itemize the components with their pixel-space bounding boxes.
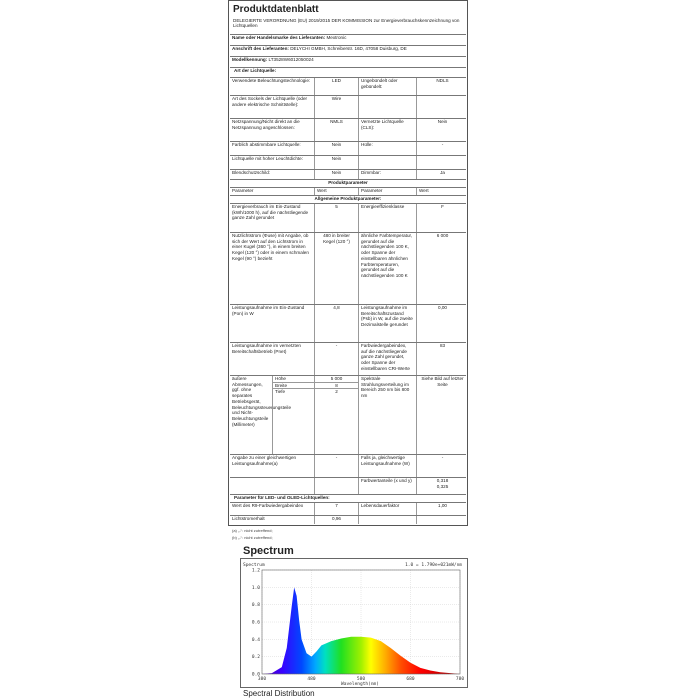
dimension-value: 2 — [335, 389, 338, 395]
type-label: Netzspannung/Nicht direkt an die Netzspannung angeschlossen: — [232, 119, 300, 130]
spd-value: Siehe Bild auf letzter Seite — [416, 376, 468, 454]
dimension-value: 5 000 — [315, 376, 358, 383]
chromaticity-label: Farbwertanteile (x und y) — [358, 478, 416, 494]
type-row — [230, 169, 466, 179]
param-value: 5 — [314, 204, 358, 232]
param-value: - — [314, 343, 358, 375]
y-axis-label: Spectrum — [243, 563, 265, 568]
led-value: 0,96 — [314, 516, 358, 524]
param-value: 6 000 — [416, 233, 468, 304]
type-row — [230, 155, 466, 169]
type-value: LED — [314, 78, 358, 95]
param-value: 83 — [416, 343, 468, 375]
param-row — [230, 203, 466, 232]
type-label: Blendschutzschild: — [232, 170, 271, 175]
model-row — [230, 56, 466, 67]
dimension-values — [314, 376, 358, 454]
type-value: Nein — [314, 170, 358, 179]
address-row — [230, 45, 466, 56]
y-tick-label: 0.2 — [251, 655, 260, 661]
product-datasheet — [228, 0, 468, 526]
model-value: LT3528W6012050024 — [268, 57, 314, 62]
param-label: Farbwiedergabeindex, auf die nächstliegende ganze Zahl gerundet, oder Spanne der einstellbaren CRI-Werte — [358, 343, 416, 375]
type-value: NMLS — [314, 119, 358, 141]
regulation-text: DELEGIERTE VERORDNUNG (EU) 2019/2015 DER KOMMISSION zur Energieverbrauchskennzeichnung von Lichtquellen — [233, 17, 460, 29]
type-row — [230, 95, 466, 118]
type-value: Wire — [314, 96, 358, 118]
sheet-title: Produktdatenblatt — [233, 4, 319, 15]
dimensions-label: äußere Abmessungen, ggf. ohne separates Betriebsgerät, Beleuchtungssteuerungsteile und Nicht-Beleuchtungsteile (Millimeter) — [232, 376, 291, 427]
param-value: 4,8 — [314, 305, 358, 342]
x-tick-label: 480 — [307, 677, 316, 682]
address-label: Anschrift des Lieferanten: — [232, 46, 289, 51]
param-row — [230, 232, 466, 304]
led-row — [230, 515, 466, 524]
x-tick-label: 680 — [406, 677, 415, 682]
type-row — [230, 77, 466, 95]
x-tick-label: 580 — [356, 677, 366, 682]
dimension-name: Breite — [273, 383, 314, 390]
param-label: Energieverbrauch im Ein-Zustand (kWh/1000 h), auf die nächstliegende ganze Zahl gerundet — [232, 204, 309, 221]
footnote: (a) „-“: nicht zutreffend; — [232, 528, 273, 533]
led-header: Parameter für LED- und OLED-Lichtquellen: — [230, 494, 466, 502]
led-label: Lebensdauerfaktor — [358, 503, 416, 515]
type-value: Ja — [416, 170, 468, 179]
supplier-value: Mextronic — [326, 35, 347, 40]
model-label: Modellkennung: — [232, 57, 268, 62]
y-tick-label: 1.0 — [251, 585, 260, 591]
equivalent-power-label: Falls ja, gleichwertige Leistungsaufnahme (W) — [358, 455, 416, 477]
y-tick-label: 0.4 — [251, 637, 260, 643]
chromaticity-row — [230, 477, 466, 494]
param-value: 480 in breiter Kegel (120 °) — [314, 233, 358, 304]
type-header: Art der Lichtquelle: — [230, 67, 466, 77]
type-label: Ungebündelt oder gebündelt: — [358, 78, 416, 95]
address-value: DELYCHI GMBH, Schreiberstr. 16D, 47058 Duisburg, DE — [290, 46, 407, 51]
type-value — [416, 96, 468, 118]
chromaticity-x: 0,318 — [436, 478, 449, 483]
type-label — [358, 156, 416, 169]
equivalent-power-value: - — [416, 455, 468, 477]
dimension-names — [272, 376, 314, 454]
type-label: Dimmbar: — [358, 170, 416, 179]
param-value: 0,00 — [416, 305, 468, 342]
dimension-value: 8 — [315, 383, 358, 390]
dimension-name: Höhe — [273, 376, 314, 383]
type-value: Nein — [416, 119, 468, 141]
y-tick-label: 0.0 — [251, 672, 260, 678]
param-label: Energieeffizienklasse — [358, 204, 416, 232]
type-label: Lichtquelle mit hoher Leuchtdichte: — [232, 156, 303, 161]
column-header: Parameter — [358, 188, 416, 195]
type-value: Nein — [314, 156, 358, 169]
spectrum-title: Spectrum — [243, 545, 294, 557]
param-label: ähnliche Farbtemperatur, gerundet auf die nächstliegenden 100 K, oder Spanne der einstellbaren ähnlichen Farbtemperaturen, gerundet auf die nächstliegenden 100 K — [358, 233, 416, 304]
param-label: Nutzlichtstrom (Φuse) mit Angabe, ob sich der Wert auf den Lichtstrom in einer Kugel (360 °), in einem breiten Kegel (120 °) oder in einem schmalen Kegel (90 °) bezieht — [232, 233, 309, 261]
led-value — [416, 516, 468, 524]
general-header: Allgemeine Produktparameter: — [230, 195, 466, 203]
spectrum-subtitle: Spectral Distribution — [243, 689, 315, 698]
y-tick-label: 1.2 — [251, 568, 260, 574]
led-label: Lichtstromerhalt — [232, 516, 265, 521]
supplier-label: Name oder Handelsmarke des Lieferanten: — [232, 35, 326, 40]
type-value: NDLS — [416, 78, 468, 95]
type-row — [230, 141, 466, 155]
param-label: Leistungsaufnahme im vernetzten Bereitschaftsbetrieb (Pnet) — [232, 343, 301, 354]
scale-legend: 1.0 = 1.790e+021mW/nm — [405, 563, 462, 568]
column-header: Parameter — [232, 188, 254, 193]
equivalence-value: - — [314, 455, 358, 477]
type-label: Vernetzte Lichtquelle (CLS): — [358, 119, 416, 141]
param-row — [230, 304, 466, 342]
x-tick-label: 380 — [257, 677, 267, 682]
x-tick-label: 780 — [455, 677, 465, 682]
equivalence-row — [230, 454, 466, 477]
y-tick-label: 0.8 — [251, 603, 260, 609]
params-column-header — [230, 187, 466, 195]
led-label: Wert des R9-Farbwiedergabeindex — [232, 503, 304, 508]
column-header: Wert — [416, 188, 468, 195]
param-row — [230, 342, 466, 375]
chromaticity-y: 0,325 — [436, 483, 449, 489]
equivalence-label: Angabe zu einer gleichwertigen Leistungsaufnahme(a) — [232, 455, 297, 466]
param-label: Leistungsaufnahme im Bereitschaftszustand (Psb) in W, auf die zweite Dezimalstelle gerundet — [358, 305, 416, 342]
type-label: Hülle: — [358, 142, 416, 155]
led-value: 1,00 — [416, 503, 468, 515]
type-value — [416, 156, 468, 169]
column-header: Wert — [314, 188, 358, 195]
type-label — [358, 96, 416, 118]
type-value: - — [416, 142, 468, 155]
y-tick-label: 0.6 — [251, 620, 260, 626]
spectrum-chart — [240, 558, 468, 688]
x-axis-label: Wavelength(nm) — [341, 682, 379, 687]
type-value: Nein — [314, 142, 358, 155]
led-label — [358, 516, 416, 524]
led-value: 7 — [314, 503, 358, 515]
param-label: Leistungsaufnahme im Ein-Zustand (Pon) in W — [232, 305, 305, 316]
type-label: Farblich abstimmbare Lichtquelle: — [232, 142, 301, 147]
led-row — [230, 502, 466, 515]
supplier-row — [230, 34, 466, 45]
params-header: Produktparameter — [230, 179, 466, 187]
dimension-name: Tiefe — [275, 389, 286, 395]
chromaticity-values — [416, 478, 468, 494]
spd-label: Spektrale Strahlungsverteilung im Bereich 250 nm bis 800 nm — [358, 376, 416, 454]
footnote: (b) „-“: nicht zutreffend; — [232, 535, 273, 540]
param-value: F — [416, 204, 468, 232]
type-label: Verwendete Beleuchtungstechnologie: — [232, 78, 311, 83]
type-row — [230, 118, 466, 141]
dimensions-row — [230, 375, 466, 454]
type-label: Art des Sockels der Lichtquelle (oder andere elektrische Schnittstelle): — [232, 96, 308, 107]
